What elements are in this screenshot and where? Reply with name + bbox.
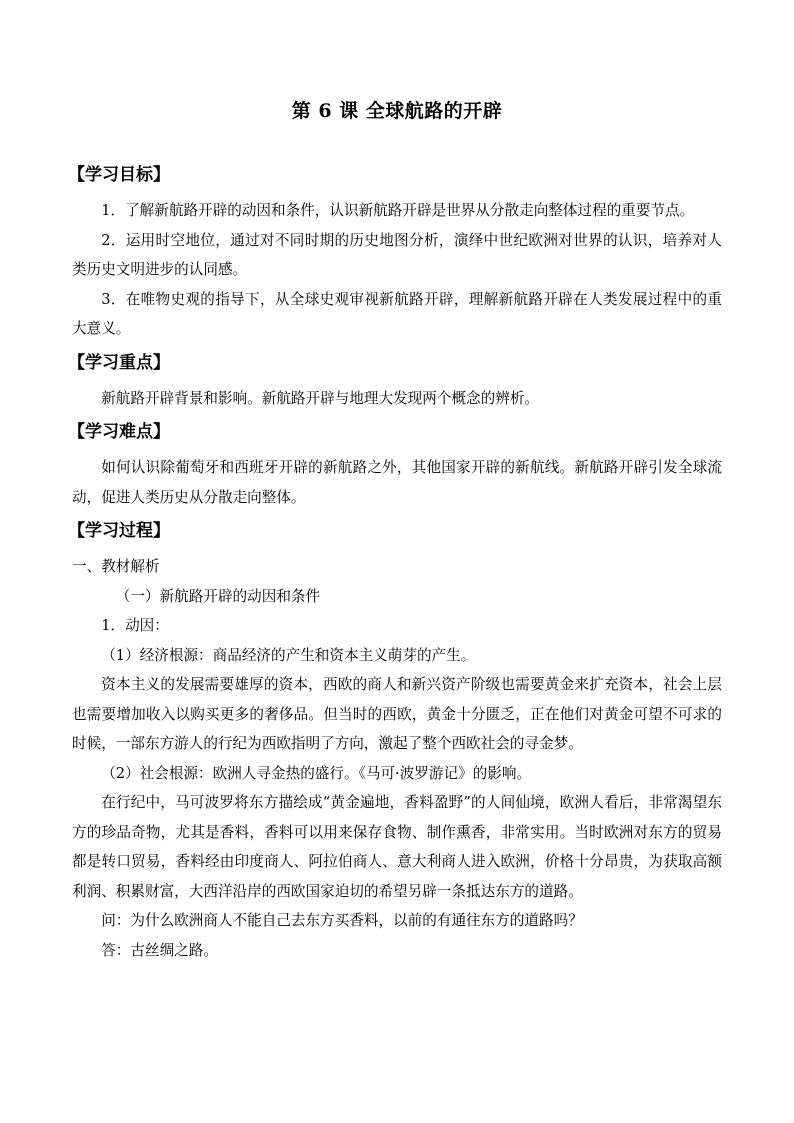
- page-title: 第 6 课 全球航路的开辟: [291, 100, 503, 122]
- question-text: 问：为什么欧洲商人不能自己去东方买香料，以前的有通往东方的道路吗？: [101, 912, 583, 929]
- objectives-heading: 【学习目标】: [68, 165, 170, 185]
- objective-item-1: 1．了解新航路开辟的动因和条件，认识新航路开辟是世界从分散走向整体过程的重要节点。: [101, 202, 695, 219]
- part-1-heading: 一、教材解析: [72, 558, 160, 575]
- economic-root-text: 资本主义的发展需要雄厚的资本，西欧的商人和新兴资产阶级也需要黄金来扩充资本，社会上层也需要增加收入以购买更多的奢侈品。但当时的西欧，黄金十分匮乏，正在他们对黄金可望不可求的时候，一部东方游人的行纪为西欧指明了方向，激起了整个西欧社会的寻金梦。: [72, 676, 722, 752]
- process-heading: 【学习过程】: [68, 521, 170, 541]
- objective-item-2: 2．运用时空地位，通过对不同时期的历史地图分析，演绎中世纪欧洲对世界的认识，培养对人类历史文明进步的认同感。: [72, 231, 722, 278]
- document-page: [68, 96, 722, 965]
- difficulties-text: 如何认识除葡萄牙和西班牙开辟的新航路之外，其他国家开辟的新航线。新航路开辟引发全球流动，促进人类历史从分散走向整体。: [72, 459, 722, 506]
- item-1-heading: 1．动因：: [101, 617, 169, 634]
- subsection-1-heading: （一）新航路开辟的动因和条件: [115, 587, 321, 605]
- key-points-text: 新航路开辟背景和影响。新航路开辟与地理大发现两个概念的辨析。: [101, 389, 540, 407]
- social-root-text: 在行纪中，马可波罗将东方描绘成“黄金遍地，香料盈野”的人间仙境，欧洲人看后，非常渴望东方的珍品奇物，尤其是香料，香料可以用来保存食物、制作熏香，非常实用。当时欧洲对东方的贸易都是转口贸易，香料经由印度商人、阿拉伯商人、意大利商人进入欧洲，价格十分昂贵，为获取高额利润、积累财富，大西洋沿岸的西欧国家迫切的希望另辟一条抵达东方的道路。: [72, 794, 722, 900]
- social-root-title: （2）社会根源：欧洲人寻金热的盛行。《马可·波罗游记》的影响。: [101, 764, 532, 782]
- answer-text: 答：古丝绸之路。: [101, 941, 218, 959]
- objective-item-3: 3．在唯物史观的指导下，从全球史观审视新航路开辟，理解新航路开辟在人类发展过程中的重大意义。: [72, 290, 722, 337]
- economic-root-title: （1）经济根源：商品经济的产生和资本主义萌芽的产生。: [101, 646, 476, 664]
- difficulties-heading: 【学习难点】: [68, 422, 170, 442]
- key-points-heading: 【学习重点】: [68, 352, 170, 373]
